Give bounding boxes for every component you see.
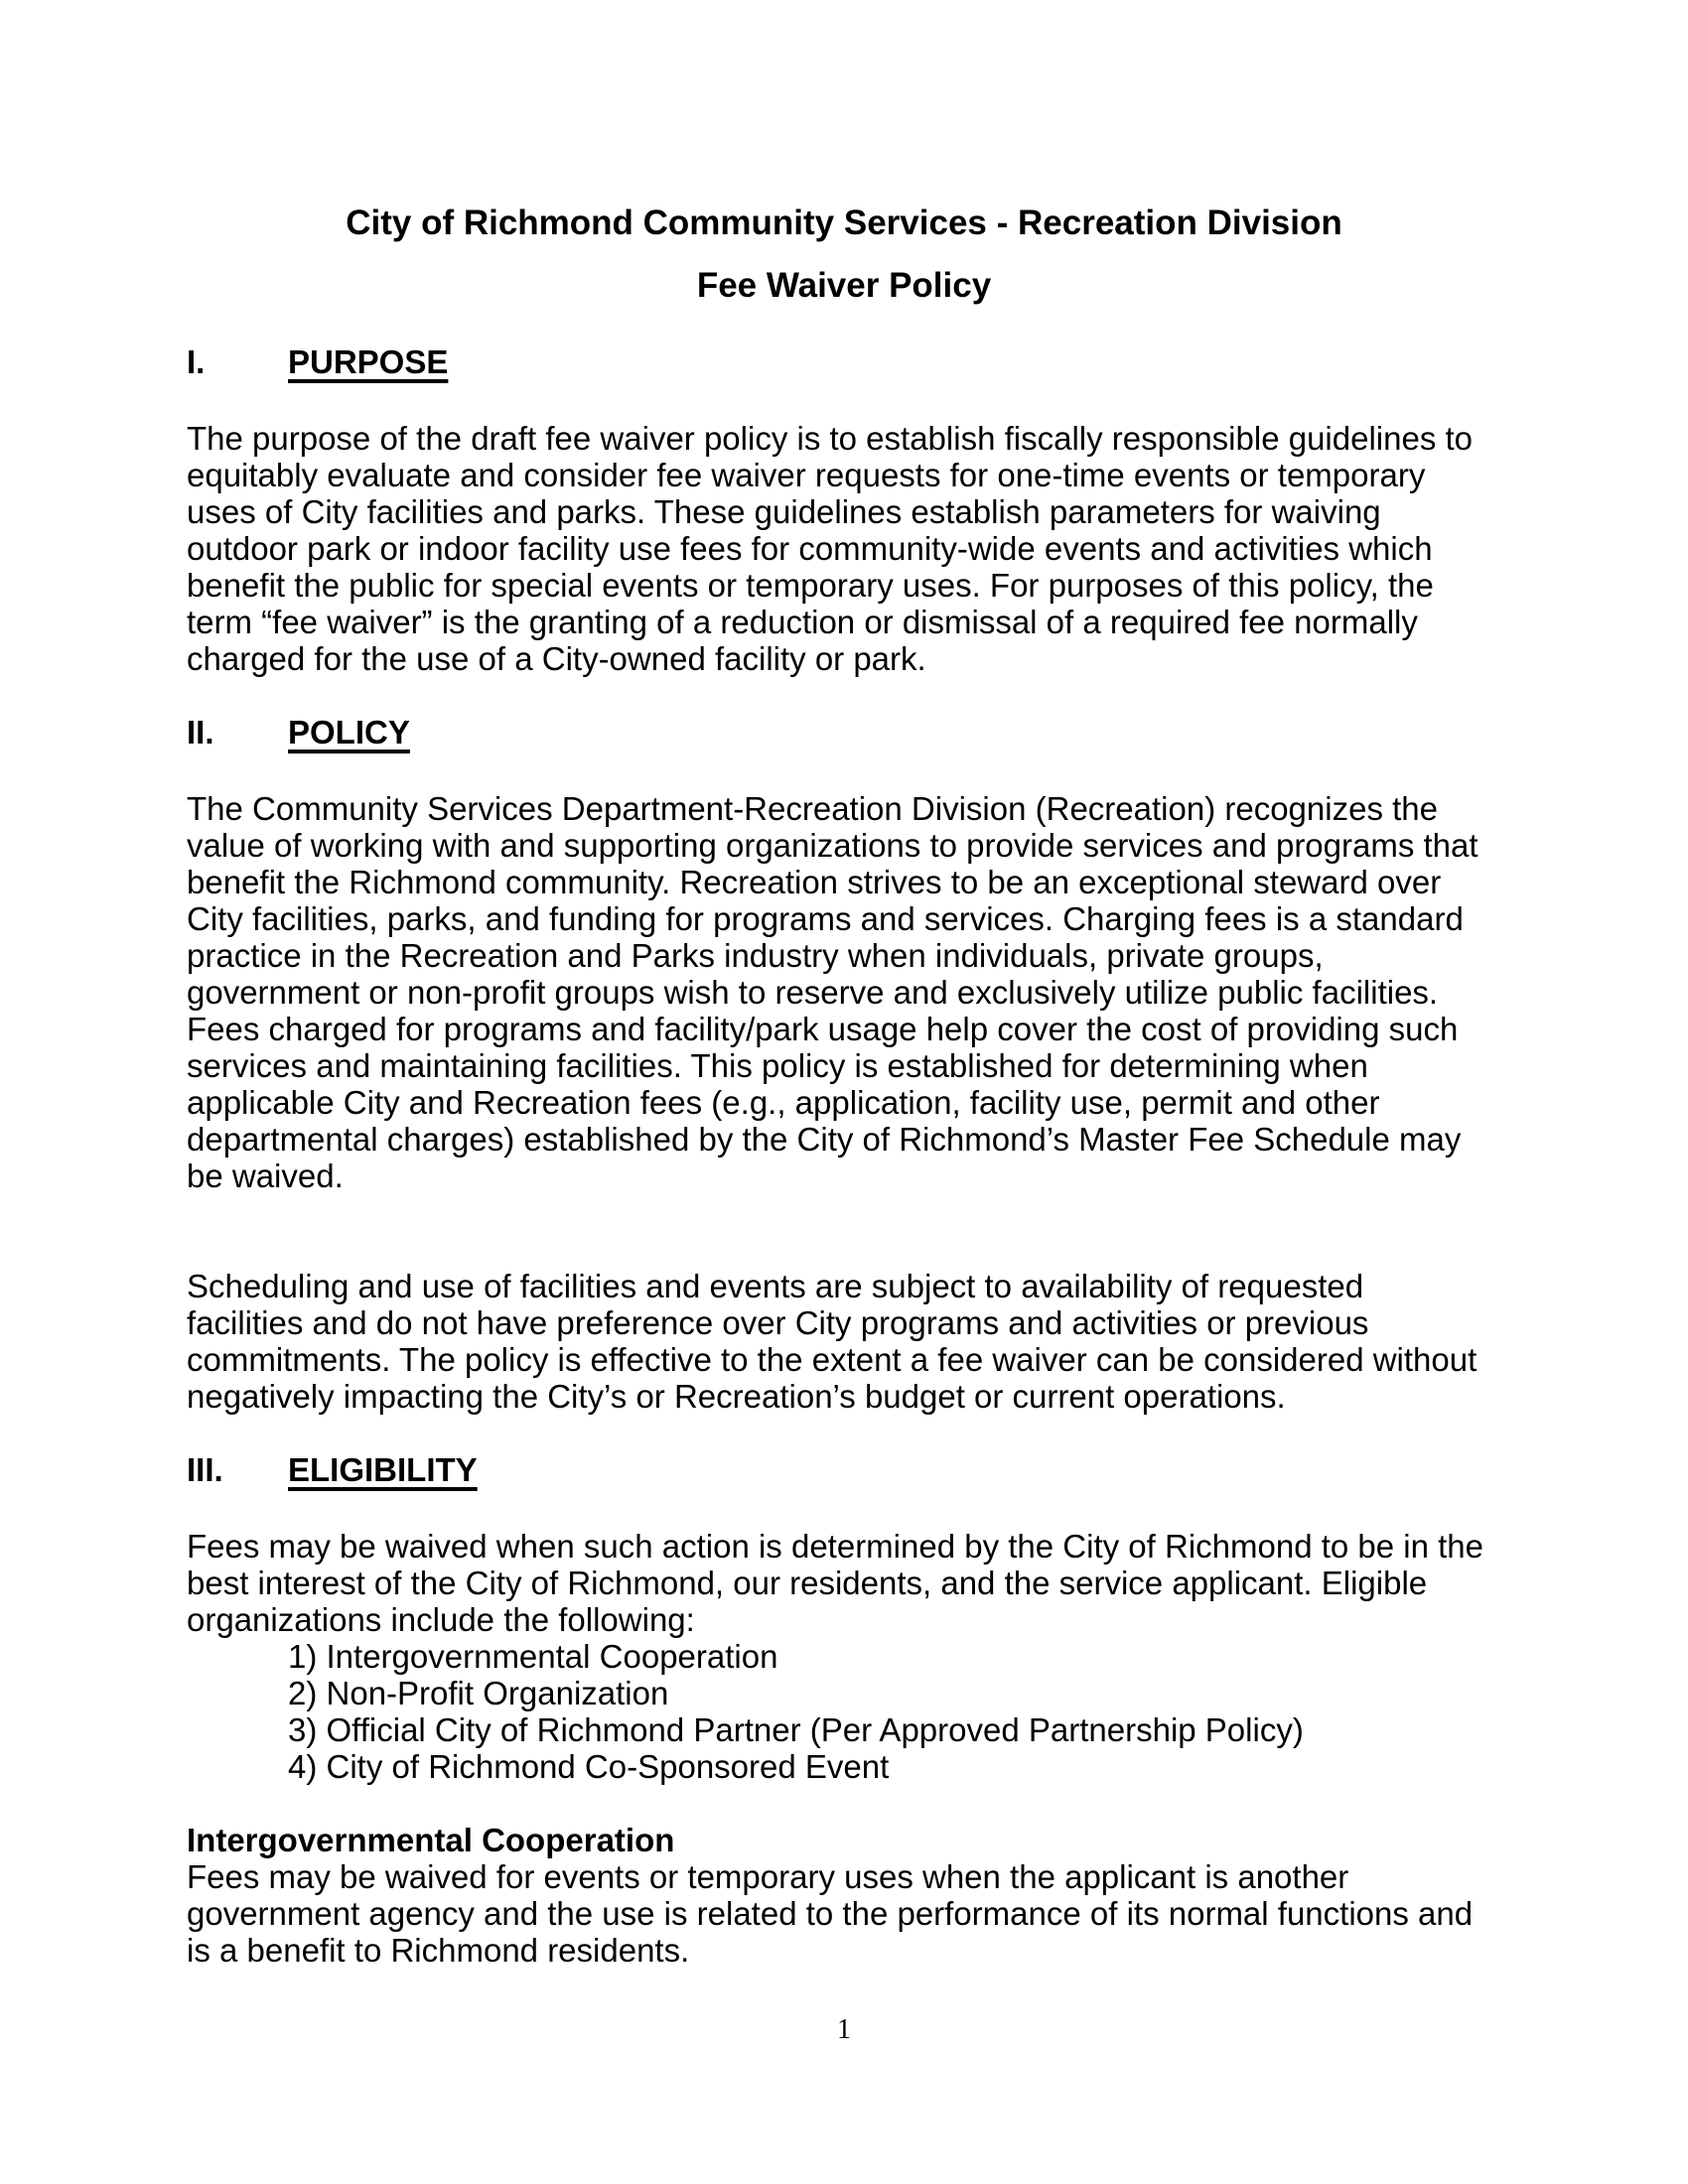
paragraph-intergovernmental-cooperation: Fees may be waived for events or temporary uses when the applicant is another government agency and the use is related to the performance of its normal functions and is a benefit to Richmond residents. (187, 1858, 1474, 1969)
list-item: 1) Intergovernmental Cooperation (288, 1638, 778, 1675)
section-numeral: I. (187, 343, 206, 380)
paragraph-policy-2: Scheduling and use of facilities and events are subject to availability of requested facilities and do not have preference over City programs and activities or previous commitments. The policy is effective to the extent a fee waiver can be considered without negatively impacting the City’s or Recreation’s budget or current operations. (187, 1268, 1477, 1415)
list-item: 4) City of Richmond Co-Sponsored Event (288, 1748, 890, 1785)
section-heading-label: ELIGIBILITY (288, 1451, 478, 1488)
section-heading-label: PURPOSE (288, 343, 449, 380)
document-title-line-2: Fee Waiver Policy (696, 266, 992, 305)
paragraph-eligibility: Fees may be waived when such action is determined by the City of Richmond to be in the best interest of the City of Richmond, our residents, and the service applicant. Eligible organizations include the following: (187, 1528, 1484, 1638)
page-number: 1 (837, 2014, 851, 2045)
document-title (0, 192, 1688, 317)
section-numeral: II. (187, 714, 214, 751)
subsection-heading-intergovernmental-cooperation: Intergovernmental Cooperation (187, 1822, 675, 1858)
section-heading-purpose (187, 343, 1487, 380)
paragraph-purpose: The purpose of the draft fee waiver policy is to establish fiscally responsible guidelines to equitably evaluate and consider fee waiver requests for one-time events or temporary uses of City facilities and parks. These guidelines establish parameters for waiving outdoor park or indoor facility use fees for community-wide events and activities which benefit the public for special events or temporary uses. For purposes of this policy, the term “fee waiver” is the granting of a reduction or dismissal of a required fee normally charged for the use of a City-owned facility or park. (187, 420, 1474, 677)
section-heading-eligibility (187, 1451, 1487, 1488)
document-title-line-1: City of Richmond Community Services - Recreation Division (346, 204, 1342, 242)
list-item: 2) Non-Profit Organization (288, 1675, 669, 1711)
list-item: 3) Official City of Richmond Partner (Per Approved Partnership Policy) (288, 1711, 1304, 1748)
paragraph-policy-1: The Community Services Department-Recreation Division (Recreation) recognizes the value of working with and supporting organizations to provide services and programs that benefit the Richmond community. Recreation strives to be an exceptional steward over City facilities, parks, and funding for programs and services. Charging fees is a standard practice in the Recreation and Parks industry when individuals, private groups, government or non-profit groups wish to reserve and exclusively utilize public facilities. Fees charged for programs and facility/park usage help cover the cost of providing such services and maintaining facilities. This policy is established for determining when applicable City and Recreation fees (e.g., application, facility use, permit and other departmental charges) established by the City of Richmond’s Master Fee Schedule may be waived. (187, 790, 1478, 1194)
section-heading-label: POLICY (288, 714, 410, 751)
section-numeral: III. (187, 1451, 223, 1488)
eligible-organizations-list (187, 1638, 1487, 1785)
section-heading-policy (187, 714, 1487, 751)
